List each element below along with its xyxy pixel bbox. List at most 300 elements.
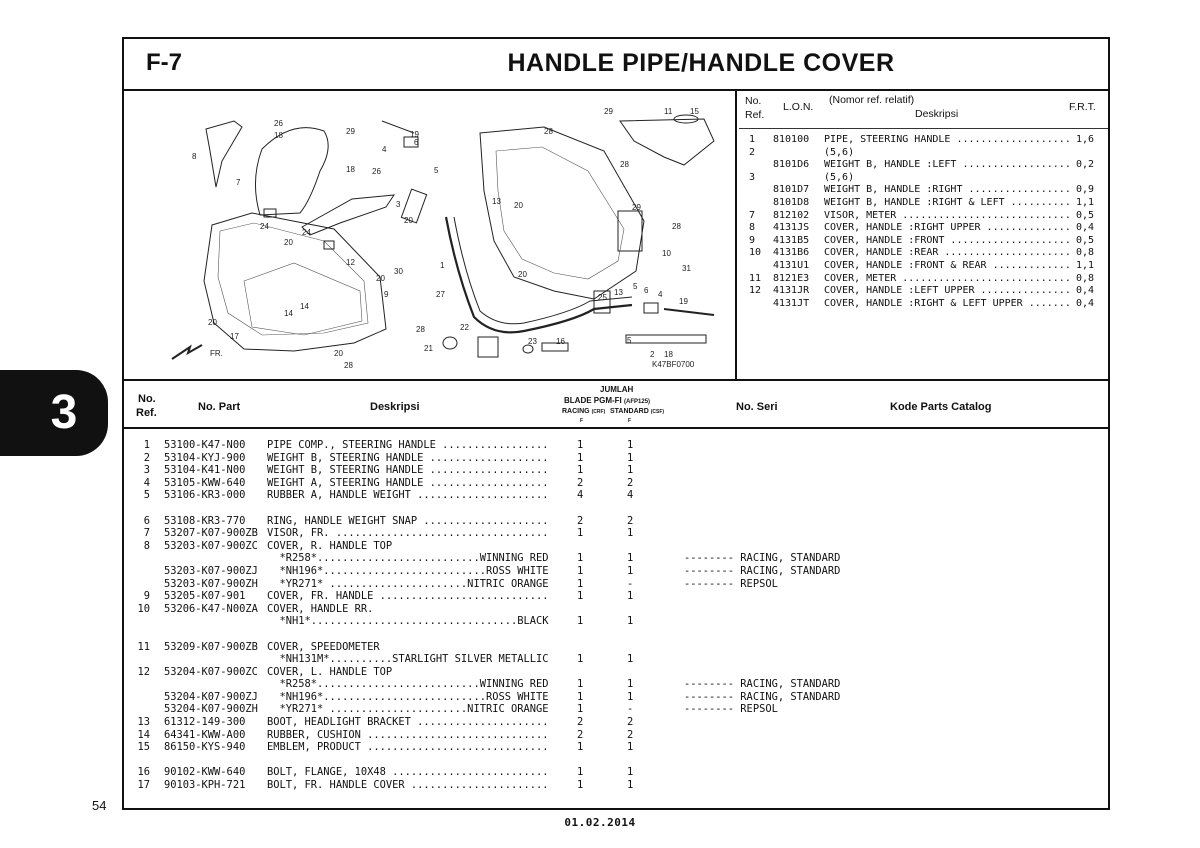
ref-head-frt: F.R.T. bbox=[1069, 101, 1096, 113]
ref-row-no: 10 bbox=[749, 247, 762, 259]
row-serial: -------- RACING, STANDARD bbox=[684, 552, 841, 565]
parts-head-standard bbox=[610, 408, 664, 415]
ref-head-ref: Ref. bbox=[745, 109, 765, 121]
table-row bbox=[124, 515, 1108, 528]
row-qty-racing: 4 bbox=[577, 489, 584, 502]
ref-row-no: 12 bbox=[749, 285, 762, 297]
ref-row-lon: 8101D8 bbox=[773, 196, 810, 208]
row-qty-standard: 1 bbox=[627, 464, 634, 477]
ref-row-frt: 0,5 bbox=[1076, 209, 1095, 221]
section-code: F-7 bbox=[146, 49, 182, 76]
row-qty-racing: 1 bbox=[577, 741, 584, 754]
meter-cover-shape bbox=[620, 119, 714, 165]
row-ref: 8 bbox=[143, 539, 150, 552]
ref-row bbox=[739, 298, 1108, 311]
callout-26: 26 bbox=[274, 119, 283, 128]
ref-row bbox=[739, 210, 1108, 223]
washer-shape bbox=[523, 345, 533, 353]
row-gap bbox=[124, 502, 1108, 515]
row-gap bbox=[124, 754, 1108, 767]
ring-shape bbox=[443, 337, 457, 349]
callout-4: 4 bbox=[658, 290, 663, 299]
row-qty-racing: 1 bbox=[577, 678, 584, 691]
table-row bbox=[124, 603, 1108, 616]
callout-1: 1 bbox=[440, 261, 445, 270]
callout-20: 20 bbox=[284, 238, 293, 247]
steering-pipe-shape bbox=[446, 217, 632, 332]
callout-9: 9 bbox=[384, 290, 389, 299]
page-header bbox=[124, 39, 1108, 91]
row-part-number: 53108-KR3-770 bbox=[164, 514, 246, 527]
row-part-number: 53203-K07-900ZJ bbox=[164, 564, 258, 577]
row-qty-racing: 1 bbox=[577, 590, 584, 603]
parts-table-rows bbox=[124, 439, 1108, 792]
callout-14: 14 bbox=[284, 309, 293, 318]
parts-table-header bbox=[124, 381, 1108, 429]
table-row bbox=[124, 527, 1108, 540]
callout-8: 8 bbox=[192, 152, 197, 161]
page-title: HANDLE PIPE/HANDLE COVER bbox=[507, 49, 895, 77]
row-description: RUBBER A, HANDLE WEIGHT ..................... bbox=[267, 489, 549, 502]
row-part-number: 64341-KWW-A00 bbox=[164, 728, 246, 741]
row-part-number: 53205-K07-901 bbox=[164, 590, 246, 603]
row-description: COVER, FR. HANDLE ........................... bbox=[267, 590, 549, 603]
row-description: COVER, HANDLE RR. bbox=[267, 602, 374, 615]
row-description: BOLT, FR. HANDLE COVER ...................... bbox=[267, 779, 549, 792]
row-qty-standard: 1 bbox=[627, 527, 634, 540]
row-qty-standard: 1 bbox=[627, 451, 634, 464]
ref-row-frt: 1,1 bbox=[1076, 259, 1095, 271]
weight-bolt-line bbox=[664, 309, 714, 315]
row-qty-standard: 1 bbox=[627, 766, 634, 779]
table-row bbox=[124, 641, 1108, 654]
row-ref: 3 bbox=[143, 464, 150, 477]
row-part-number: 53204-K07-900ZC bbox=[164, 665, 258, 678]
section-tab-number: 3 bbox=[50, 386, 78, 439]
row-qty-standard: 2 bbox=[627, 716, 634, 729]
row-part-number: 53207-K07-900ZB bbox=[164, 527, 258, 540]
ref-row-no: 1 bbox=[749, 134, 756, 145]
row-part-number: 53203-K07-900ZC bbox=[164, 539, 258, 552]
row-qty-standard: 4 bbox=[627, 489, 634, 502]
ref-row-lon: 4131JS bbox=[773, 222, 810, 234]
ref-row-no: 9 bbox=[749, 234, 756, 246]
section-tab bbox=[0, 370, 108, 456]
ref-row-frt: 0,5 bbox=[1076, 234, 1095, 246]
callout-31: 31 bbox=[682, 264, 691, 273]
ref-row-frt: 0,8 bbox=[1076, 272, 1095, 284]
callout-18: 18 bbox=[346, 165, 355, 174]
table-row bbox=[124, 703, 1108, 716]
table-row bbox=[124, 477, 1108, 490]
callout-28: 28 bbox=[416, 325, 425, 334]
parts-head-part: No. Part bbox=[198, 401, 241, 413]
ref-row-lon: 8121E3 bbox=[773, 272, 810, 284]
callout-20: 20 bbox=[334, 349, 343, 358]
ref-row-frt: 0,2 bbox=[1076, 159, 1095, 171]
table-row bbox=[124, 464, 1108, 477]
weight-b-shape bbox=[644, 303, 658, 313]
row-ref: 10 bbox=[137, 602, 150, 615]
row-qty-racing: 1 bbox=[577, 564, 584, 577]
row-gap bbox=[124, 628, 1108, 641]
ref-head-lon: L.O.N. bbox=[783, 101, 814, 113]
catalog-frame bbox=[122, 37, 1110, 810]
ref-row-desc: COVER, HANDLE :RIGHT UPPER .............. bbox=[824, 222, 1071, 234]
table-row bbox=[124, 766, 1108, 779]
ref-row-desc: COVER, HANDLE :LEFT UPPER ............... bbox=[824, 285, 1071, 297]
ref-row-frt: 0,4 bbox=[1076, 222, 1095, 234]
row-ref: 12 bbox=[137, 665, 150, 678]
row-description: WEIGHT B, STEERING HANDLE ................... bbox=[267, 451, 549, 464]
row-description: BOOT, HEADLIGHT BRACKET ..................... bbox=[267, 716, 549, 729]
row-part-number: 90103-KPH-721 bbox=[164, 779, 246, 792]
ref-row bbox=[739, 197, 1108, 210]
table-row bbox=[124, 779, 1108, 792]
callout-28: 28 bbox=[544, 127, 553, 136]
callout-27: 27 bbox=[436, 290, 445, 299]
ref-row-lon: 4131U1 bbox=[773, 259, 810, 271]
ref-row-desc: WEIGHT B, HANDLE :RIGHT & LEFT .......... bbox=[824, 196, 1071, 208]
weight-rod-shape bbox=[626, 335, 706, 343]
row-qty-standard: 1 bbox=[627, 741, 634, 754]
ref-table-header bbox=[739, 91, 1108, 129]
ref-row-no: 2 bbox=[749, 146, 756, 158]
bracket-shape bbox=[478, 337, 498, 357]
callout-3: 3 bbox=[396, 200, 401, 209]
row-ref: 5 bbox=[143, 489, 150, 502]
parts-head-jumlah: JUMLAH bbox=[600, 385, 634, 394]
row-ref: 7 bbox=[143, 527, 150, 540]
row-qty-standard: 2 bbox=[627, 728, 634, 741]
parts-head-standard-label: STANDARD bbox=[610, 408, 649, 415]
callout-FR.: FR. bbox=[210, 349, 223, 358]
ref-row-no: 11 bbox=[749, 272, 762, 284]
ref-row-desc: PIPE, STEERING HANDLE ................... bbox=[824, 134, 1071, 145]
parts-head-standard-code: (CSF) bbox=[650, 409, 665, 415]
callout-20: 20 bbox=[518, 270, 527, 279]
ref-row-lon: 810100 bbox=[773, 134, 810, 145]
callout-2: 2 bbox=[650, 350, 655, 359]
meter-mount-shape bbox=[618, 211, 642, 251]
row-serial: -------- RACING, STANDARD bbox=[684, 564, 841, 577]
callout-20: 20 bbox=[404, 216, 413, 225]
row-description: *NH1*.................................BLACK bbox=[267, 615, 549, 628]
row-ref: 4 bbox=[143, 476, 150, 489]
drawing-code: K47BF0700 bbox=[652, 360, 695, 369]
parts-head-model-code: (AFP125) bbox=[624, 399, 651, 405]
callout-29: 29 bbox=[632, 203, 641, 212]
callout-5: 5 bbox=[434, 166, 439, 175]
ref-row-lon: 4131JR bbox=[773, 285, 810, 297]
ref-row bbox=[739, 222, 1108, 235]
callout-13: 13 bbox=[614, 288, 623, 297]
row-part-number: 53206-K47-N00ZA bbox=[164, 602, 258, 615]
row-ref: 17 bbox=[137, 779, 150, 792]
ref-row bbox=[739, 134, 1108, 147]
ref-row-lon: 8101D7 bbox=[773, 184, 810, 196]
table-row bbox=[124, 741, 1108, 754]
ref-row-desc: COVER, METER ............................ bbox=[824, 272, 1071, 284]
row-serial: -------- REPSOL bbox=[684, 577, 778, 590]
row-part-number: 61312-149-300 bbox=[164, 716, 246, 729]
row-serial: -------- RACING, STANDARD bbox=[684, 690, 841, 703]
rear-cover-inner-shape bbox=[496, 147, 624, 279]
callout-13: 13 bbox=[492, 197, 501, 206]
row-qty-standard: 1 bbox=[627, 615, 634, 628]
row-qty-standard: 2 bbox=[627, 514, 634, 527]
callout-28: 28 bbox=[672, 222, 681, 231]
table-row bbox=[124, 716, 1108, 729]
exploded-diagram-drawing bbox=[124, 91, 735, 381]
table-row bbox=[124, 489, 1108, 502]
ref-row-frt: 0,4 bbox=[1076, 285, 1095, 297]
headlight-shape bbox=[244, 263, 362, 335]
row-qty-standard: 1 bbox=[627, 590, 634, 603]
row-ref: 16 bbox=[137, 766, 150, 779]
table-row bbox=[124, 439, 1108, 452]
row-part-number: 53106-KR3-000 bbox=[164, 489, 246, 502]
row-description: COVER, L. HANDLE TOP bbox=[267, 665, 393, 678]
table-row bbox=[124, 552, 1108, 565]
table-row bbox=[124, 729, 1108, 742]
row-qty-standard: 1 bbox=[627, 552, 634, 565]
row-qty-racing: 2 bbox=[577, 716, 584, 729]
row-description: WEIGHT A, STEERING HANDLE ................... bbox=[267, 476, 549, 489]
row-ref: 1 bbox=[143, 439, 150, 451]
row-qty-standard: 1 bbox=[627, 678, 634, 691]
ref-row-frt: 0,9 bbox=[1076, 184, 1095, 196]
callout-5: 5 bbox=[633, 282, 638, 291]
table-row bbox=[124, 615, 1108, 628]
fr-arrow-icon bbox=[172, 345, 202, 359]
ref-row bbox=[739, 235, 1108, 248]
row-qty-racing: 1 bbox=[577, 439, 584, 451]
row-description: VISOR, FR. .................................. bbox=[267, 527, 549, 540]
ref-row-no: 3 bbox=[749, 171, 756, 183]
callout-11: 11 bbox=[664, 107, 673, 116]
callout-18: 18 bbox=[274, 131, 283, 140]
callout-26: 26 bbox=[372, 167, 381, 176]
row-part-number: 53100-K47-N00 bbox=[164, 439, 246, 451]
row-qty-racing: 1 bbox=[577, 451, 584, 464]
row-qty-racing: 1 bbox=[577, 464, 584, 477]
callout-5: 5 bbox=[627, 336, 632, 345]
ref-row-desc: COVER, HANDLE :RIGHT & LEFT UPPER ....... bbox=[824, 297, 1071, 309]
ref-row bbox=[739, 159, 1108, 172]
parts-head-racing-label: RACING bbox=[562, 408, 590, 415]
callout-6: 6 bbox=[414, 138, 419, 147]
row-qty-standard: 1 bbox=[627, 653, 634, 666]
callout-24: 24 bbox=[302, 228, 311, 237]
ref-row bbox=[739, 184, 1108, 197]
callout-labels bbox=[192, 107, 699, 370]
ref-row bbox=[739, 260, 1108, 273]
row-description: WEIGHT B, STEERING HANDLE ................... bbox=[267, 464, 549, 477]
ref-row-desc: (5,6) bbox=[824, 171, 855, 183]
upper-section bbox=[124, 91, 1108, 381]
ref-row-frt: 1,6 bbox=[1076, 134, 1095, 145]
row-description: RUBBER, CUSHION ............................. bbox=[267, 728, 549, 741]
callout-25: 25 bbox=[598, 293, 607, 302]
ref-row-desc: COVER, HANDLE :REAR ..................... bbox=[824, 247, 1071, 259]
row-qty-racing: 1 bbox=[577, 703, 584, 716]
table-row bbox=[124, 691, 1108, 704]
parts-head-model bbox=[564, 396, 650, 405]
row-ref: 15 bbox=[137, 741, 150, 754]
ref-row-no: 7 bbox=[749, 209, 756, 221]
row-description: EMBLEM, PRODUCT ............................. bbox=[267, 741, 549, 754]
row-qty-racing: 1 bbox=[577, 766, 584, 779]
row-qty-racing: 1 bbox=[577, 690, 584, 703]
parts-head-racing bbox=[562, 408, 605, 415]
visor-shape bbox=[255, 128, 328, 215]
ref-row-lon: 8101D6 bbox=[773, 159, 810, 171]
table-row bbox=[124, 590, 1108, 603]
ref-row-desc: WEIGHT B, HANDLE :LEFT .................. bbox=[824, 159, 1071, 171]
callout-7: 7 bbox=[236, 178, 241, 187]
rear-cover-shape bbox=[480, 127, 644, 299]
parts-head-ref: Ref. bbox=[136, 407, 157, 419]
row-ref: 6 bbox=[143, 514, 150, 527]
row-part-number: 53104-KYJ-900 bbox=[164, 451, 246, 464]
left-upper-cover-shape bbox=[302, 195, 394, 235]
parts-head-deskripsi: Deskripsi bbox=[370, 401, 420, 413]
row-qty-standard: 1 bbox=[627, 779, 634, 792]
callout-22: 22 bbox=[460, 323, 469, 332]
row-qty-racing: 1 bbox=[577, 653, 584, 666]
row-qty-racing: 1 bbox=[577, 779, 584, 792]
parts-head-f2: F bbox=[628, 418, 632, 424]
callout-10: 10 bbox=[662, 249, 671, 258]
row-qty-standard: 1 bbox=[627, 690, 634, 703]
row-ref: 11 bbox=[137, 640, 150, 653]
callout-20: 20 bbox=[208, 318, 217, 327]
row-qty-standard: 1 bbox=[627, 439, 634, 451]
row-description: RING, HANDLE WEIGHT SNAP .................... bbox=[267, 514, 549, 527]
row-part-number: 90102-KWW-640 bbox=[164, 766, 246, 779]
row-part-number: 53204-K07-900ZJ bbox=[164, 690, 258, 703]
row-description: *R258*..........................WINNING RED bbox=[267, 552, 549, 565]
callout-18: 18 bbox=[664, 350, 673, 359]
row-qty-racing: 2 bbox=[577, 514, 584, 527]
callout-29: 29 bbox=[604, 107, 613, 116]
row-description: *NH131M*..........STARLIGHT SILVER METALLIC bbox=[267, 653, 549, 666]
ref-row-frt: 0,8 bbox=[1076, 247, 1095, 259]
parts-head-seri: No. Seri bbox=[736, 401, 778, 413]
row-description: BOLT, FLANGE, 10X48 ......................... bbox=[267, 766, 549, 779]
table-row bbox=[124, 653, 1108, 666]
row-ref: 2 bbox=[143, 451, 150, 464]
parts-head-f1: F bbox=[580, 418, 584, 424]
row-qty-standard: 1 bbox=[627, 564, 634, 577]
ref-head-no: No. bbox=[745, 95, 762, 107]
ref-row-desc: (5,6) bbox=[824, 146, 855, 158]
row-part-number: 53209-K07-900ZB bbox=[164, 640, 258, 653]
table-row bbox=[124, 452, 1108, 465]
row-description: *NH196*..........................ROSS WHITE bbox=[267, 564, 549, 577]
ref-row bbox=[739, 273, 1108, 286]
row-description: *R258*..........................WINNING RED bbox=[267, 678, 549, 691]
row-qty-standard: 2 bbox=[627, 476, 634, 489]
callout-28: 28 bbox=[620, 160, 629, 169]
row-description: *YR271* ......................NITRIC ORANGE bbox=[267, 577, 549, 590]
row-ref: 13 bbox=[137, 716, 150, 729]
parts-head-racing-code: (CRF) bbox=[591, 409, 606, 415]
page-number: 54 bbox=[92, 798, 107, 813]
callout-16: 16 bbox=[556, 337, 565, 346]
callout-30: 30 bbox=[394, 267, 403, 276]
row-part-number: 53105-KWW-640 bbox=[164, 476, 246, 489]
row-ref: 14 bbox=[137, 728, 150, 741]
row-ref: 9 bbox=[143, 590, 150, 603]
ref-row-frt: 0,4 bbox=[1076, 297, 1095, 309]
parts-head-no: No. bbox=[138, 393, 156, 405]
row-serial: -------- RACING, STANDARD bbox=[684, 678, 841, 691]
table-row bbox=[124, 565, 1108, 578]
catalog-date: 01.02.2014 bbox=[564, 816, 636, 829]
row-description: PIPE COMP., STEERING HANDLE ................. bbox=[267, 439, 549, 451]
row-description: COVER, R. HANDLE TOP bbox=[267, 539, 393, 552]
callout-4: 4 bbox=[382, 145, 387, 154]
callout-23: 23 bbox=[528, 337, 537, 346]
row-part-number: 53204-K07-900ZH bbox=[164, 703, 258, 716]
ref-row bbox=[739, 172, 1108, 185]
row-qty-standard: - bbox=[627, 703, 634, 716]
exploded-diagram bbox=[124, 91, 737, 381]
row-description: *YR271* ......................NITRIC ORANGE bbox=[267, 703, 549, 716]
front-cover-inner-shape bbox=[218, 223, 368, 335]
ref-row-lon: 4131JT bbox=[773, 297, 810, 309]
row-qty-racing: 1 bbox=[577, 577, 584, 590]
row-part-number: 86150-KYS-940 bbox=[164, 741, 246, 754]
ref-row-lon: 812102 bbox=[773, 209, 810, 221]
callout-21: 21 bbox=[424, 344, 433, 353]
callout-14: 14 bbox=[300, 302, 309, 311]
ref-row-frt: 1,1 bbox=[1076, 196, 1095, 208]
table-row bbox=[124, 666, 1108, 679]
ref-row-lon: 4131B6 bbox=[773, 247, 810, 259]
row-qty-racing: 2 bbox=[577, 728, 584, 741]
callout-19: 19 bbox=[679, 297, 688, 306]
ref-row-desc: VISOR, METER ............................ bbox=[824, 209, 1071, 221]
callout-12: 12 bbox=[346, 258, 355, 267]
ref-row-desc: COVER, HANDLE :FRONT .................... bbox=[824, 234, 1071, 246]
row-qty-standard: - bbox=[627, 577, 634, 590]
table-row bbox=[124, 678, 1108, 691]
callout-28: 28 bbox=[344, 361, 353, 370]
row-qty-racing: 2 bbox=[577, 476, 584, 489]
row-qty-racing: 1 bbox=[577, 527, 584, 540]
row-qty-racing: 1 bbox=[577, 615, 584, 628]
ref-head-deskripsi: Deskripsi bbox=[915, 108, 959, 120]
ref-row bbox=[739, 247, 1108, 260]
table-row bbox=[124, 540, 1108, 553]
ref-head-nomor: (Nomor ref. relatif) bbox=[829, 94, 915, 106]
ref-row-no: 8 bbox=[749, 222, 756, 234]
row-description: COVER, SPEEDOMETER bbox=[267, 640, 380, 653]
ref-row-lon: 4131B5 bbox=[773, 234, 810, 246]
callout-20: 20 bbox=[376, 274, 385, 283]
parts-head-model-name: BLADE PGM-FI bbox=[564, 396, 622, 405]
row-part-number: 53104-K41-N00 bbox=[164, 464, 246, 477]
row-serial: -------- REPSOL bbox=[684, 703, 778, 716]
callout-19: 19 bbox=[410, 130, 419, 139]
callout-15: 15 bbox=[690, 107, 699, 116]
ref-row bbox=[739, 147, 1108, 160]
row-part-number: 53203-K07-900ZH bbox=[164, 577, 258, 590]
ref-row-desc: WEIGHT B, HANDLE :RIGHT ................. bbox=[824, 184, 1071, 196]
